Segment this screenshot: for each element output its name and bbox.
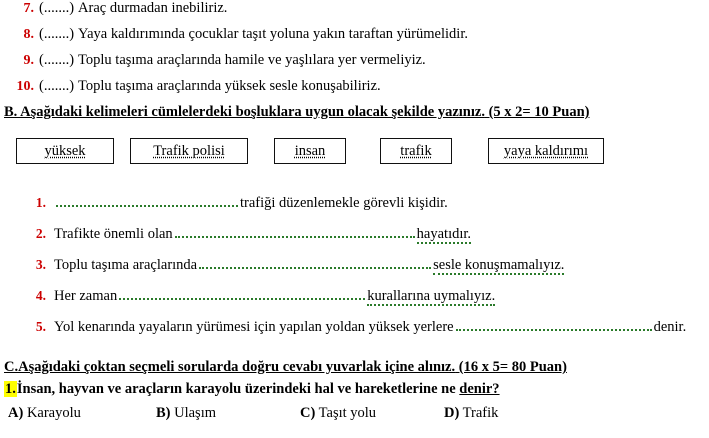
item-text <box>54 223 709 243</box>
word-bank-label: trafik <box>400 142 432 159</box>
option-label: Taşıt yolu <box>315 405 377 421</box>
word-bank <box>16 138 696 168</box>
answer-parenthesis[interactable]: (.......) <box>39 0 75 16</box>
list-item <box>0 26 709 52</box>
item-number: 2. <box>35 226 46 241</box>
text-after-blank: hayatıdır. <box>416 226 472 242</box>
text-after-blank: denir. <box>653 319 687 335</box>
list-item <box>0 285 709 316</box>
item-number: 3. <box>35 257 46 272</box>
fill-blank-list <box>0 192 709 347</box>
text-after-blank: trafiği düzenlemekle görevli kişidir. <box>240 195 448 211</box>
list-item <box>0 316 709 347</box>
word-bank-label: Trafik polisi <box>153 142 225 159</box>
item-number: 8. <box>23 27 34 42</box>
item-number: 1. <box>35 195 46 210</box>
question-1-options <box>4 405 709 427</box>
option-b[interactable] <box>156 405 216 422</box>
item-text <box>54 254 709 274</box>
word-bank-label: yüksek <box>44 142 86 159</box>
section-c-title: C.Aşağıdaki çoktan seçmeli sorularda doğru cevabı yuvarlak içine alınız. <box>4 359 456 375</box>
option-label: Trafik <box>459 405 499 421</box>
text-after-blank: sesle konuşmamalıyız. <box>433 257 565 273</box>
list-item <box>0 192 709 223</box>
section-b-heading <box>4 104 589 121</box>
list-item <box>0 52 709 78</box>
section-b-points: (5 x 2= 10 Puan) <box>484 104 590 120</box>
text-before-blank: Her zaman <box>54 288 118 304</box>
item-text: Toplu taşıma araçlarında hamile ve yaşlılara yer vermeliyiz. <box>78 52 426 68</box>
text-before-blank: Yol kenarında yayaların yürümesi için yapılan yoldan yüksek yerlere <box>54 319 454 335</box>
blank-field[interactable] <box>199 254 431 269</box>
option-letter: B) <box>156 405 171 421</box>
item-text: Araç durmadan inebiliriz. <box>78 0 228 16</box>
true-false-list <box>0 0 709 104</box>
blank-field[interactable] <box>56 192 238 207</box>
section-b-title: B. Aşağıdaki kelimeleri cümlelerdeki boşluklara uygun olacak şekilde yazınız. <box>4 104 485 120</box>
section-c-points: (16 x 5= 80 Puan) <box>455 359 567 375</box>
word-bank-item[interactable] <box>16 138 114 164</box>
item-number: 7. <box>23 1 34 16</box>
option-d[interactable] <box>444 405 498 422</box>
text-after-blank: kurallarına uymalıyız. <box>367 288 496 304</box>
word-bank-item[interactable] <box>274 138 346 164</box>
word-bank-item[interactable] <box>130 138 248 164</box>
option-letter: C) <box>300 405 316 421</box>
item-text: Yaya kaldırımında çocuklar taşıt yoluna yakın taraftan yürümelidir. <box>78 26 468 42</box>
blank-field[interactable] <box>175 223 415 238</box>
list-item <box>0 254 709 285</box>
section-c-heading <box>4 359 567 376</box>
question-text-underlined: denir? <box>459 381 500 397</box>
item-number: 5. <box>35 319 46 334</box>
blank-field[interactable] <box>119 285 365 300</box>
text-before-blank: Toplu taşıma araçlarında <box>54 257 198 273</box>
option-letter: A) <box>8 405 24 421</box>
list-item <box>0 223 709 254</box>
item-text <box>54 285 709 305</box>
option-a[interactable] <box>8 405 81 422</box>
option-c[interactable] <box>300 405 376 422</box>
item-text <box>54 316 709 336</box>
answer-parenthesis[interactable]: (.......) <box>39 78 75 94</box>
word-bank-label: insan <box>294 142 326 159</box>
option-label: Karayolu <box>23 405 81 421</box>
question-text: İnsan, hayvan ve araçların karayolu üzerindeki hal ve hareketlerine ne <box>16 381 460 397</box>
list-item <box>0 78 709 104</box>
option-label: Ulaşım <box>170 405 217 421</box>
word-bank-item[interactable] <box>488 138 604 164</box>
word-bank-item[interactable] <box>380 138 452 164</box>
option-letter: D) <box>444 405 460 421</box>
question-1 <box>4 381 500 398</box>
answer-parenthesis[interactable]: (.......) <box>39 52 75 68</box>
item-number: 10. <box>16 79 34 94</box>
item-text: Toplu taşıma araçlarında yüksek sesle konuşabiliriz. <box>78 78 381 94</box>
text-before-blank: Trafikte önemli olan <box>54 226 173 242</box>
item-number: 9. <box>23 53 34 68</box>
item-number: 4. <box>35 288 46 303</box>
answer-parenthesis[interactable]: (.......) <box>39 26 75 42</box>
blank-field[interactable] <box>456 316 652 331</box>
list-item <box>0 0 709 26</box>
word-bank-label: yaya kaldırımı <box>503 142 589 159</box>
item-text <box>54 192 709 212</box>
question-number-highlight: 1. <box>5 381 16 397</box>
